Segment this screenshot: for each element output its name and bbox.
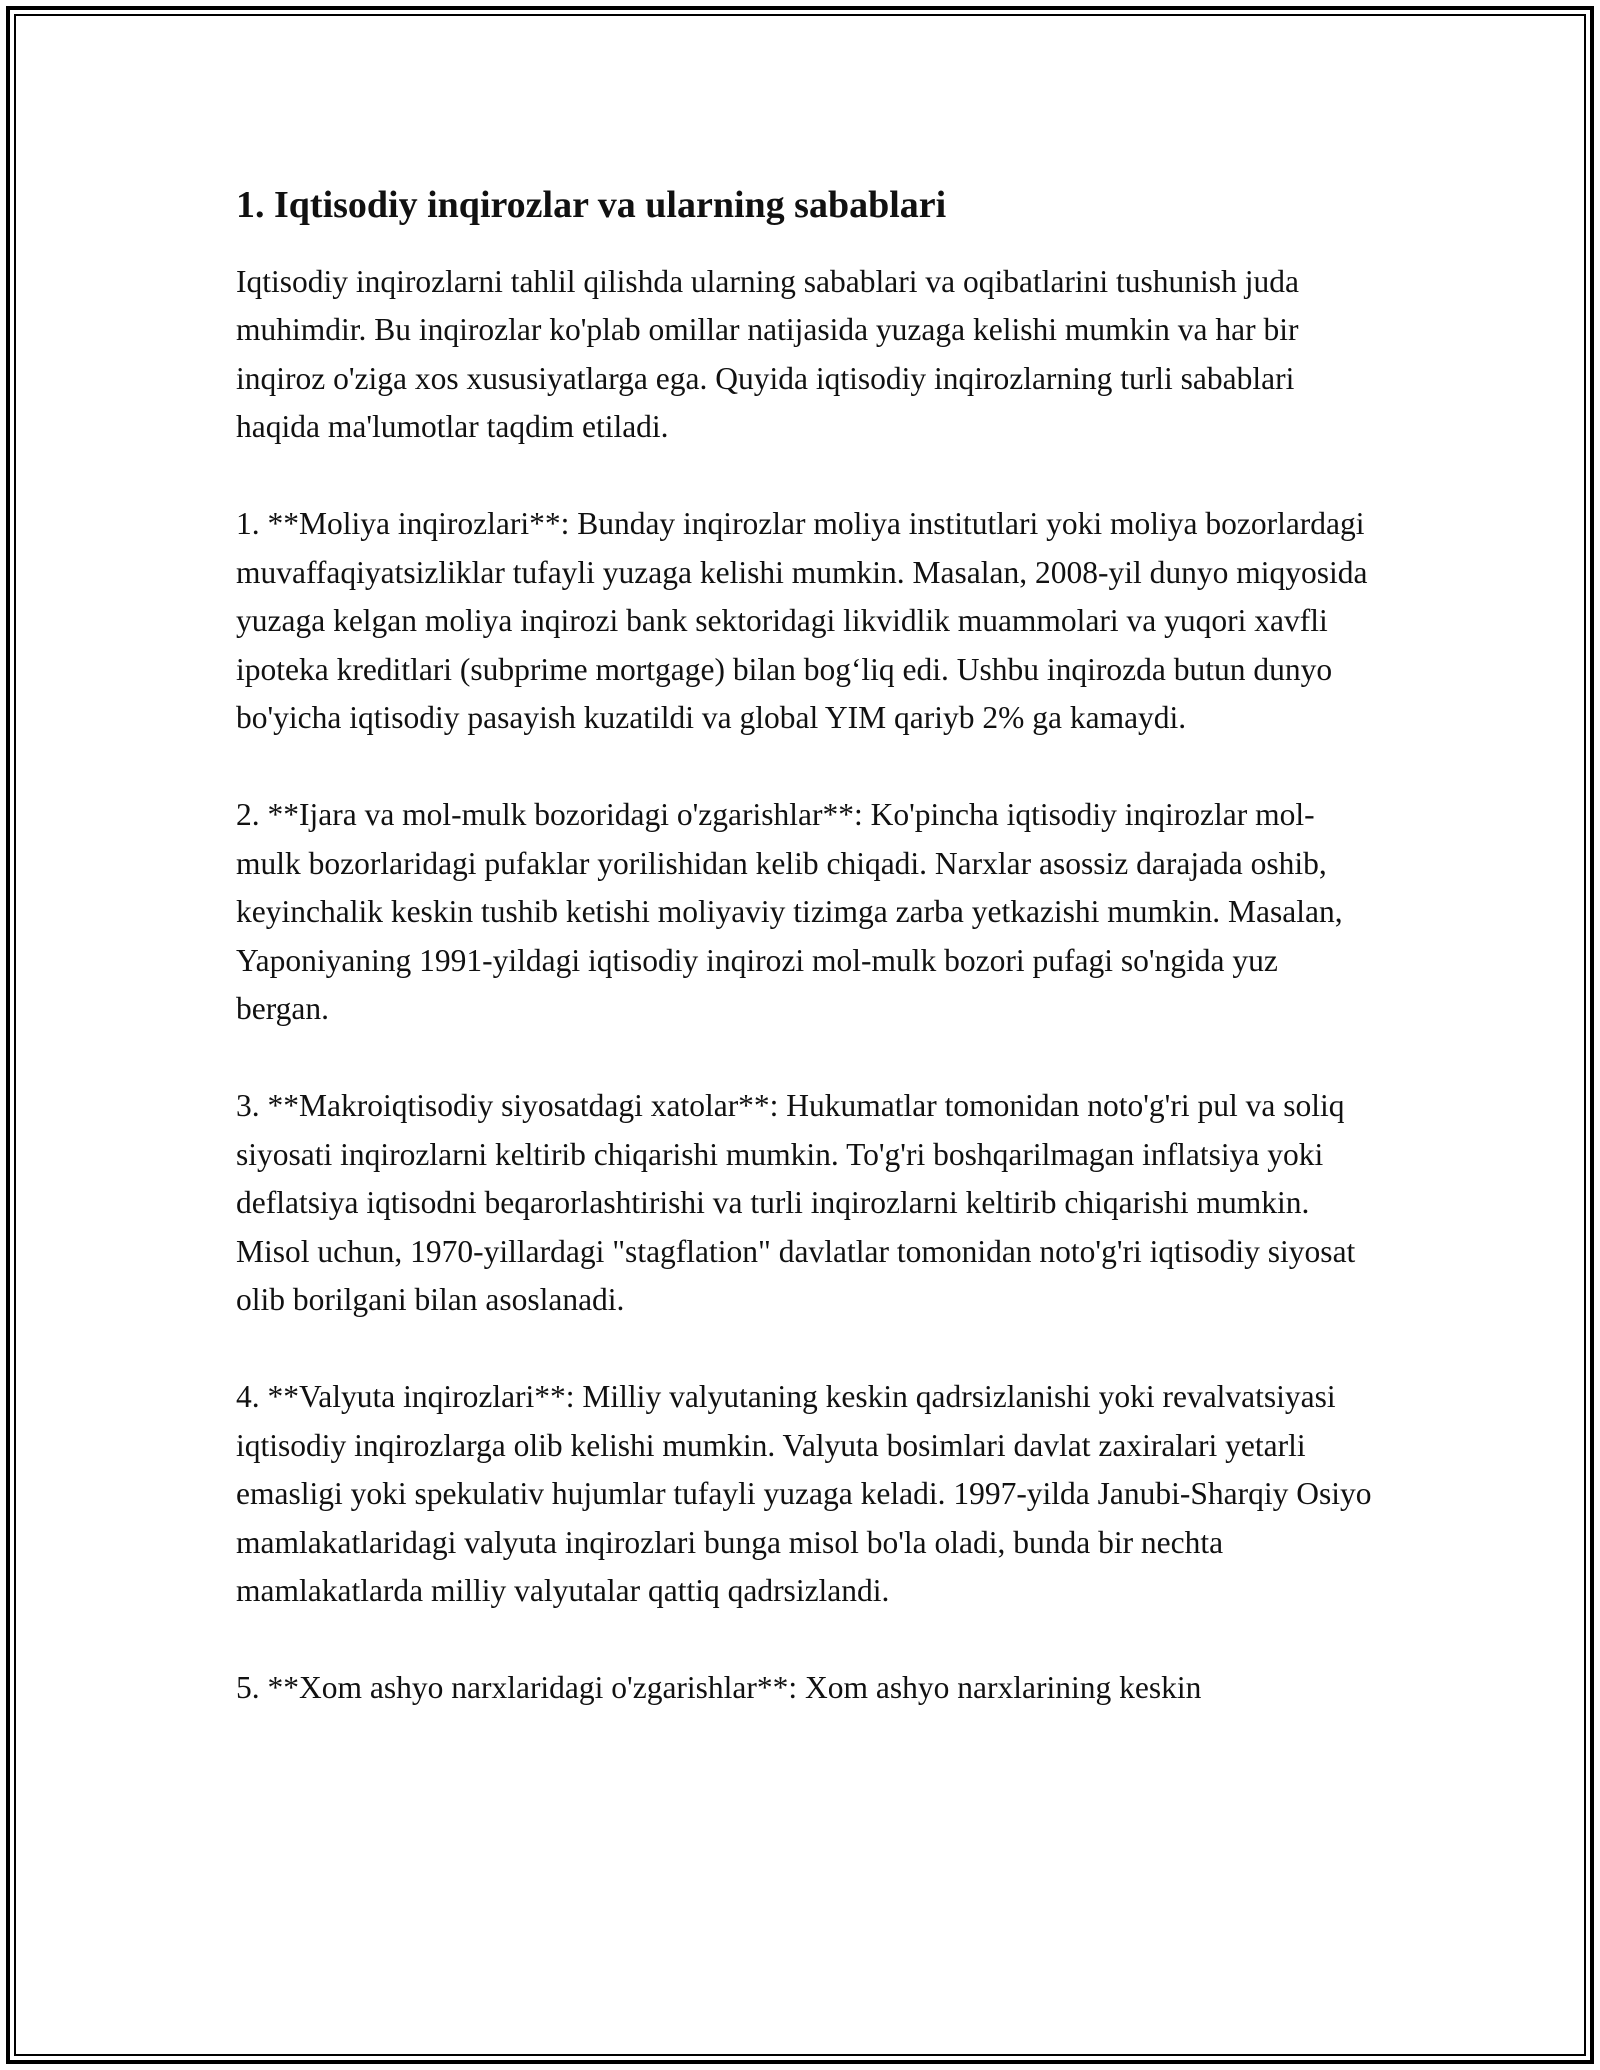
paragraph-financial-crises: 1. **Moliya inqirozlari**: Bunday inqirozlar moliya institutlari yoki moliya bozorlardagi muvaffaqiyatsizliklar tufayli yuzaga kelishi mumkin. Masalan, 2008-yil dunyo miqyosida yuzaga kelgan moliya inqirozi bank sektoridagi likvidlik muammolari va yuqori xavfli ipoteka kreditlari (subprime mortgage) bilan bog‘liq edi. Ushbu inqirozda butun dunyo bo'yicha iqtisodiy pasayish kuzatildi va global YIM qariyb 2% ga kamaydi. [236,506,1368,735]
document-body [236,182,1376,1761]
intro-paragraph: Iqtisodiy inqirozlarni tahlil qilishda ularning sabablari va oqibatlarini tushunish juda muhimdir. Bu inqirozlar ko'plab omillar natijasida yuzaga kelishi mumkin va har bir inqiroz o'ziga xos xususiyatlarga ega. Quyida iqtisodiy inqirozlarning turli sabablari haqida ma'lumotlar taqdim etiladi. [236,263,1299,444]
paragraph-macro-policy: 3. **Makroiqtisodiy siyosatdagi xatolar**: Hukumatlar tomonidan noto'g'ri pul va soliq siyosati inqirozlarni keltirib chiqarishi mumkin. To'g'ri boshqarilmagan inflatsiya yoki deflatsiya iqtisodni beqarorlashtirishi va turli inqirozlarni keltirib chiqarishi mumkin. Misol uchun, 1970-yillardagi "stagflation" davlatlar tomonidan noto'g'ri iqtisodiy siyosat olib borilgani bilan asoslanadi. [236,1088,1356,1317]
paragraph-commodity-prices: 5. **Xom ashyo narxlaridagi o'zgarishlar**: Xom ashyo narxlarining keskin [236,1670,1202,1705]
section-heading: 1. Iqtisodiy inqirozlar va ularning sabablari [236,184,947,226]
paragraph-currency-crises: 4. **Valyuta inqirozlari**: Milliy valyutaning keskin qadrsizlanishi yoki revalvatsiyasi iqtisodiy inqirozlarga olib kelishi mumkin. Valyuta bosimlari davlat zaxiralari yetarli emasligi yoki spekulativ hujumlar tufayli yuzaga keladi. 1997-yilda Janubi-Sharqiy Osiyo mamlakatlaridagi valyuta inqirozlari bunga misol bo'la oladi, bunda bir nechta mamlakatlarda milliy valyutalar qattiq qadrsizlandi. [236,1379,1372,1608]
paragraph-property-market: 2. **Ijara va mol-mulk bozoridagi o'zgarishlar**: Ko'pincha iqtisodiy inqirozlar mol-mulk bozorlaridagi pufaklar yorilishidan kelib chiqadi. Narxlar asossiz darajada oshib, keyinchalik keskin tushib ketishi moliyaviy tizimga zarba yetkazishi mumkin. Masalan, Yaponiyaning 1991-yildagi iqtisodiy inqirozi mol-mulk bozori pufagi so'ngida yuz bergan. [236,797,1343,1026]
